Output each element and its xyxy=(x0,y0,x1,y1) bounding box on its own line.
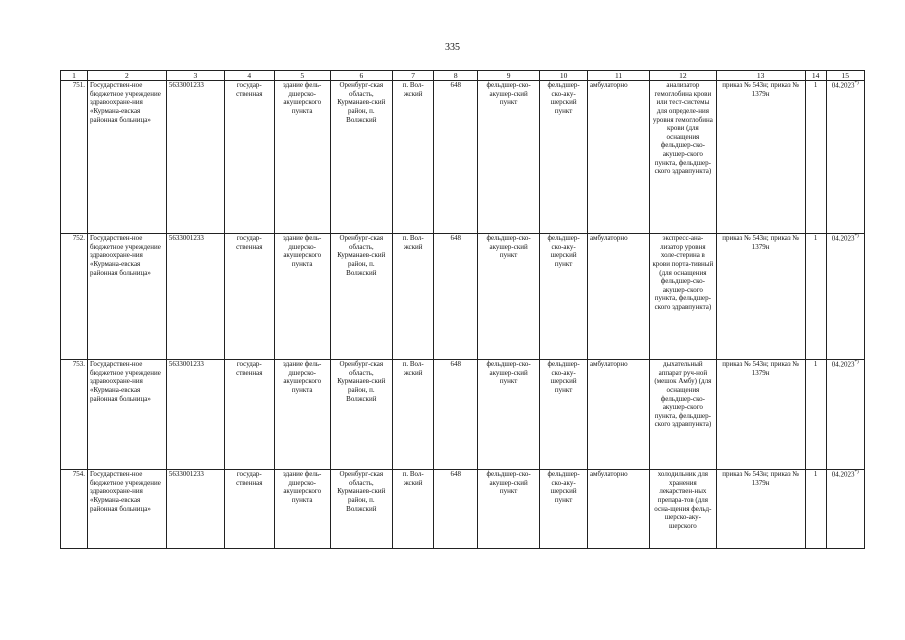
table-row xyxy=(61,81,865,234)
row-number: 751. xyxy=(61,81,88,234)
care-form: амбулаторно xyxy=(587,470,649,549)
column-header: 8 xyxy=(434,71,478,81)
footnote-mark: *) xyxy=(854,234,859,240)
organization-name: Государствен-ное бюджетное учреждение здравоохране-ния «Курмана-евская районная больница» xyxy=(87,234,166,360)
column-header: 1 xyxy=(61,71,88,81)
inn: 5633001233 xyxy=(166,470,224,549)
facility-type: фельдшер-ско-акушер-ский пункт xyxy=(477,234,539,360)
care-form: амбулаторно xyxy=(587,234,649,360)
ownership-type: государ-ственная xyxy=(224,81,274,234)
footnote-mark: *) xyxy=(854,81,859,87)
column-header: 15 xyxy=(826,71,865,81)
equipment-name: анализатор гемоглобина крови или тест-системы для определе-ния уровня гемоглобина крови (для оснащения фельдшер-ско-акушер-ского пункта, фельдшер-ского здравпункта) xyxy=(650,81,716,234)
ownership-type: государ-ственная xyxy=(224,234,274,360)
locality: п. Вол-жский xyxy=(392,360,433,470)
row-number: 752. xyxy=(61,234,88,360)
column-header: 4 xyxy=(224,71,274,81)
column-header: 11 xyxy=(587,71,649,81)
address: Оренбург-ская область, Курманаев-ский район, п. Волжский xyxy=(330,360,392,470)
inn: 5633001233 xyxy=(166,234,224,360)
row-number: 754. xyxy=(61,470,88,549)
delivery-date xyxy=(826,81,865,234)
locality: п. Вол-жский xyxy=(392,470,433,549)
building-type: здание фель-дшерско-акушерского пункта xyxy=(274,234,330,360)
delivery-date xyxy=(826,234,865,360)
table-row xyxy=(61,234,865,360)
facility-type: фельдшер-ско-акушер-ский пункт xyxy=(477,470,539,549)
equipment-name: экспресс-ана-лизатор уровня холе-стерина в крови порта-тивный (для оснащения фельдшер-ско-акушер-ского пункта, фельдшер-ского здравпункта) xyxy=(650,234,716,360)
column-header: 14 xyxy=(805,71,826,81)
column-header: 12 xyxy=(650,71,716,81)
column-header: 7 xyxy=(392,71,433,81)
row-number: 753. xyxy=(61,360,88,470)
address: Оренбург-ская область, Курманаев-ский район, п. Волжский xyxy=(330,234,392,360)
population: 648 xyxy=(434,470,478,549)
inn: 5633001233 xyxy=(166,360,224,470)
population: 648 xyxy=(434,360,478,470)
table-header-row xyxy=(61,71,865,81)
footnote-mark: *) xyxy=(854,360,859,366)
delivery-date xyxy=(826,470,865,549)
organization-name: Государствен-ное бюджетное учреждение здравоохране-ния «Курмана-евская районная больница» xyxy=(87,81,166,234)
column-header: 6 xyxy=(330,71,392,81)
ownership-type: государ-ственная xyxy=(224,360,274,470)
delivery-date xyxy=(826,360,865,470)
organization-name: Государствен-ное бюджетное учреждение здравоохране-ния «Курмана-евская районная больница» xyxy=(87,360,166,470)
quantity: 1 xyxy=(805,81,826,234)
care-form: амбулаторно xyxy=(587,81,649,234)
care-form: амбулаторно xyxy=(587,360,649,470)
table-row xyxy=(61,360,865,470)
building-type: здание фель-дшерско-акушерского пункта xyxy=(274,81,330,234)
order-reference: приказ № 543н; приказ № 1379н xyxy=(716,470,805,549)
unit-type: фельдшер-ско-аку-шерский пункт xyxy=(540,234,588,360)
facility-type: фельдшер-ско-акушер-ский пункт xyxy=(477,81,539,234)
order-reference: приказ № 543н; приказ № 1379н xyxy=(716,360,805,470)
delivery-date-value: 04.2023 xyxy=(831,360,855,369)
delivery-date-value: 04.2023 xyxy=(831,470,855,479)
locality: п. Вол-жский xyxy=(392,234,433,360)
facility-type: фельдшер-ско-акушер-ский пункт xyxy=(477,360,539,470)
equipment-table xyxy=(60,70,865,549)
equipment-name: холодильник для хранения лекарствен-ных препара-тов (для осна-щения фельд-шерско-аку-шерского xyxy=(650,470,716,549)
locality: п. Вол-жский xyxy=(392,81,433,234)
population: 648 xyxy=(434,234,478,360)
quantity: 1 xyxy=(805,234,826,360)
column-header: 10 xyxy=(540,71,588,81)
address: Оренбург-ская область, Курманаев-ский район, п. Волжский xyxy=(330,81,392,234)
unit-type: фельдшер-ско-аку-шерский пункт xyxy=(540,81,588,234)
unit-type: фельдшер-ско-аку-шерский пункт xyxy=(540,360,588,470)
order-reference: приказ № 543н; приказ № 1379н xyxy=(716,81,805,234)
page-number: 335 xyxy=(445,42,460,53)
organization-name: Государствен-ное бюджетное учреждение здравоохране-ния «Курмана-евская районная больница» xyxy=(87,470,166,549)
column-header: 13 xyxy=(716,71,805,81)
ownership-type: государ-ственная xyxy=(224,470,274,549)
quantity: 1 xyxy=(805,360,826,470)
address: Оренбург-ская область, Курманаев-ский район, п. Волжский xyxy=(330,470,392,549)
delivery-date-value: 04.2023 xyxy=(831,81,855,90)
column-header: 2 xyxy=(87,71,166,81)
quantity: 1 xyxy=(805,470,826,549)
equipment-name: дыхательный аппарат руч-ной (мешок Амбу) (для оснащения фельдшер-ско-акушер-ского пункта, фельдшер-ского здравпункта) xyxy=(650,360,716,470)
column-header: 5 xyxy=(274,71,330,81)
building-type: здание фель-дшерско-акушерского пункта xyxy=(274,360,330,470)
delivery-date-value: 04.2023 xyxy=(831,234,855,243)
footnote-mark: *) xyxy=(854,470,859,476)
unit-type: фельдшер-ско-аку-шерский пункт xyxy=(540,470,588,549)
building-type: здание фель-дшерско-акушерского пункта xyxy=(274,470,330,549)
inn: 5633001233 xyxy=(166,81,224,234)
population: 648 xyxy=(434,81,478,234)
column-header: 3 xyxy=(166,71,224,81)
column-header: 9 xyxy=(477,71,539,81)
order-reference: приказ № 543н; приказ № 1379н xyxy=(716,234,805,360)
table-row xyxy=(61,470,865,549)
